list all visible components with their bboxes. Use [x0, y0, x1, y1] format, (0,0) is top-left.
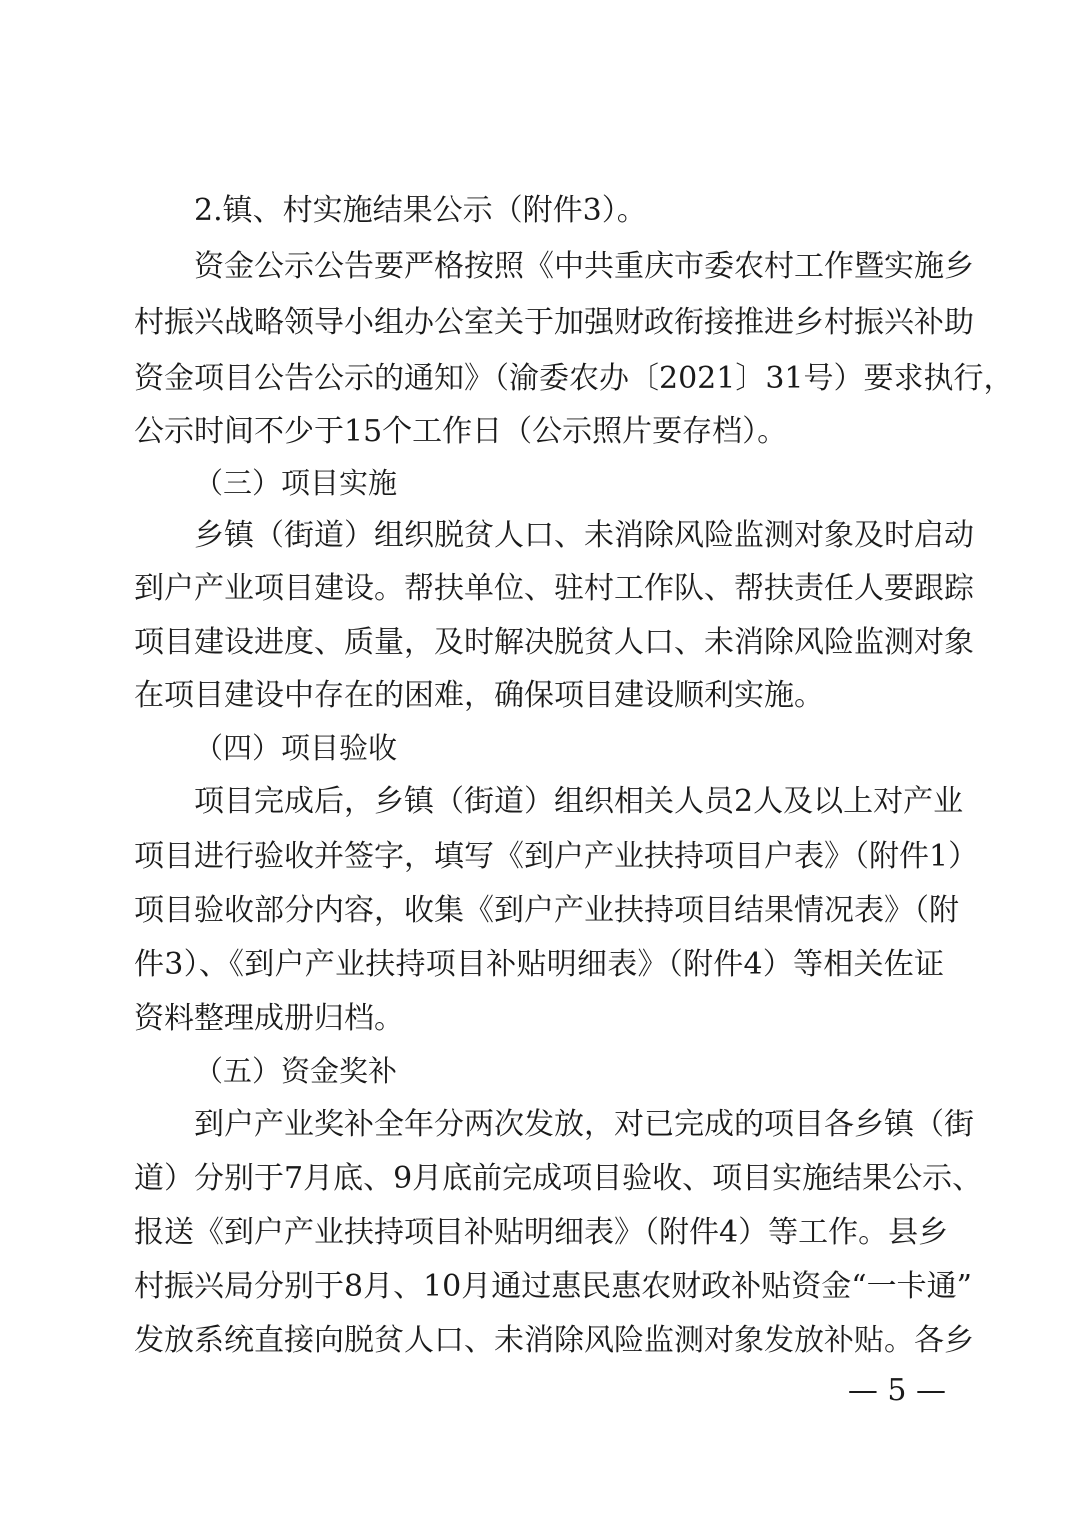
paragraph-line: 发放系统直接向脱贫人口、未消除风险监测对象发放补贴。各乡 [134, 1323, 974, 1358]
paragraph-line: 项目进行验收并签字，填写《到户产业扶持项目户表》（附件1） [134, 839, 979, 874]
paragraph-line: 在项目建设中存在的困难，确保项目建设顺利实施。 [134, 678, 824, 713]
paragraph-line: 村振兴战略领导小组办公室关于加强财政衔接推进乡村振兴补助 [134, 305, 974, 340]
section-heading: （三）项目实施 [194, 466, 398, 500]
paragraph-line: 项目验收部分内容，收集《到户产业扶持项目结果情况表》（附 [134, 893, 959, 928]
paragraph-line: 资料整理成册归档。 [134, 1001, 404, 1036]
section-heading: （四）项目验收 [194, 731, 398, 765]
paragraph-line: 报送《到户产业扶持项目补贴明细表》（附件4）等工作。县乡 [134, 1215, 949, 1250]
paragraph-line: 乡镇（街道）组织脱贫人口、未消除风险监测对象及时启动 [194, 518, 974, 553]
paragraph-line: 到户产业项目建设。帮扶单位、驻村工作队、帮扶责任人要跟踪 [134, 571, 974, 606]
paragraph-line: 项目建设进度、质量，及时解决脱贫人口、未消除风险监测对象 [134, 625, 974, 660]
page-number: — 5 — [847, 1373, 946, 1408]
paragraph-line: 项目完成后，乡镇（街道）组织相关人员2人及以上对产业 [194, 784, 964, 819]
paragraph-line: 道）分别于7月底、9月底前完成项目验收、项目实施结果公示、 [134, 1161, 983, 1196]
paragraph-line: 资金项目公告公示的通知》（渝委农办〔2021〕31号）要求执行， [134, 361, 1014, 396]
paragraph-line: 村振兴局分别于8月、10月通过惠民惠农财政补贴资金“一卡通” [134, 1269, 972, 1304]
paragraph-line: 到户产业奖补全年分两次发放，对已完成的项目各乡镇（街 [194, 1107, 974, 1142]
paragraph-line: 件3）、《到户产业扶持项目补贴明细表》（附件4）等相关佐证 [134, 947, 944, 982]
paragraph-line: 2.镇、村实施结果公示（附件3）。 [194, 193, 647, 228]
paragraph-line: 公示时间不少于15个工作日（公示照片要存档）。 [134, 414, 788, 449]
paragraph-line: 资金公示公告要严格按照《中共重庆市委农村工作暨实施乡 [194, 249, 974, 284]
section-heading: （五）资金奖补 [194, 1054, 398, 1088]
